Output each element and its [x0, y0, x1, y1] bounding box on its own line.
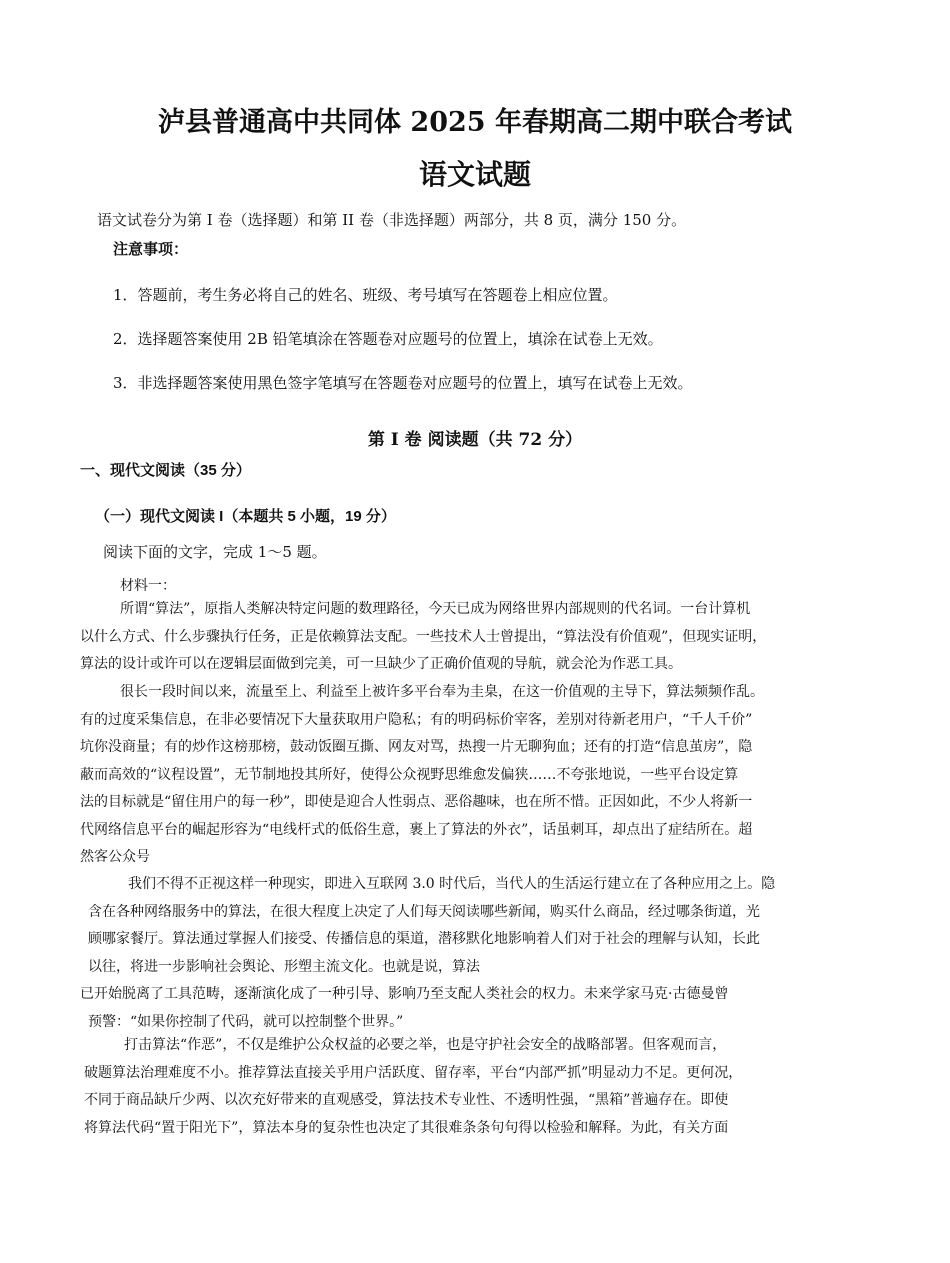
subsection-title: （一）现代文阅读 I（本题共 5 小题，19 分）: [95, 508, 396, 525]
text-line: 然客公众号: [80, 849, 150, 865]
text-line: 不同于商品缺斤少两、以次充好带来的直观感受，算法技术专业性、不透明性强，“黑箱”普遍存在。即使: [84, 1092, 729, 1108]
text-line: 很长一段时间以来，流量至上、利益至上被许多平台奉为圭臬，在这一价值观的主导下，算法频频作乱。: [120, 684, 764, 700]
text-line: 算法的设计或许可以在逻辑层面做到完美，可一旦缺少了正确价值观的导航，就会沦为作恶工具。: [80, 656, 682, 672]
text-line: 顾哪家餐厅。算法通过掌握人们接受、传播信息的渠道，潜移默化地影响着人们对于社会的理解与认知，长此: [88, 931, 760, 947]
paragraph-1: [80, 596, 870, 679]
section-title: 一、现代文阅读（35 分）: [80, 462, 251, 479]
text-line: 法的目标就是“留住用户的每一秒”，即使是迎合人性弱点、恶俗趣味，也在所不惜。正因如此，不少人将新一: [80, 794, 753, 810]
text-line: 坑你没商量；有的炒作这榜那榜，鼓动饭圈互撕、网友对骂，热搜一片无聊狗血；还有的打造“信息茧房”，隐: [80, 739, 753, 755]
text-line: 蔽而高效的“议程设置”，无节制地投其所好，使得公众视野思维愈发偏狭……不夸张地说，一些平台设定算: [80, 766, 739, 783]
text-line: 打击算法“作恶”，不仅是维护公众权益的必要之举，也是守护社会安全的战略部署。但客观而言，: [124, 1037, 727, 1053]
exam-title: 泸县普通高中共同体 2025 年春期高二期中联合考试: [158, 107, 792, 138]
text-line: 破题算法治理难度不小。推荐算法直接关乎用户活跃度、留存率，平台“内部严抓”明显动力不足。更何况，: [84, 1064, 743, 1081]
text-line: 已开始脱离了工具范畴，逐渐演化成了一种引导、影响乃至支配人类社会的权力。未来学家马克·古德曼曾: [80, 986, 729, 1002]
text-line: 以往，将进一步影响社会舆论、形塑主流文化。也就是说，算法: [88, 958, 480, 975]
text-line: 有的过度采集信息，在非必要情况下大量获取用户隐私；有的明码标价宰客，差别对待新老用户，“千人千价”: [80, 711, 753, 728]
reading-instruction: 阅读下面的文字，完成 1～5 题。: [103, 543, 327, 561]
text-line: 将算法代码“置于阳光下”，算法本身的复杂性也决定了其很难条条句句得以检验和解释。为此，有关方面: [84, 1119, 729, 1136]
paragraph-2: [80, 679, 870, 872]
notice-rule: 2．选择题答案使用 2B 铅笔填涂在答题卷对应题号的位置上，填涂在试卷上无效。: [113, 330, 663, 348]
notice-rule: 1．答题前，考生务必将自己的姓名、班级、考号填写在答题卷上相应位置。: [113, 286, 618, 304]
text-line: 预警：“如果你控制了代码，就可以控制整个世界。”: [88, 1013, 404, 1030]
text-line: 代网络信息平台的崛起形容为“电线杆式的低俗生意，裹上了算法的外衣”，话虽刺耳，却点出了症结所在。超: [80, 821, 753, 838]
part-title: 第 I 卷 阅读题（共 72 分）: [367, 430, 583, 450]
subject-title: 语文试题: [418, 158, 531, 191]
notice-heading: 注意事项：: [113, 241, 189, 258]
notice-rule: 3．非选择题答案使用黑色签字笔填写在答题卷对应题号的位置上，填写在试卷上无效。: [113, 374, 693, 392]
paragraph-4: [84, 1032, 870, 1142]
text-line: 以什么方式、什么步骤执行任务，正是依赖算法支配。一些技术人士曾提出，“算法没有价值观”，但现实证明，: [80, 628, 767, 645]
text-line: 所谓“算法”，原指人类解决特定问题的数理路径，今天已成为网络世界内部规则的代名词。一台计算机: [120, 601, 751, 617]
material-label: 材料一：: [120, 578, 176, 594]
text-line: 我们不得不正视这样一种现实，即进入互联网 3.0 时代后，当代人的生活运行建立在了各种应用之上。隐: [128, 876, 776, 892]
text-line: 含在各种网络服务中的算法，在很大程度上决定了人们每天阅读哪些新闻，购买什么商品，经过哪条街道，光: [88, 903, 760, 920]
paragraph-3: [80, 871, 870, 1036]
paper-intro: 语文试卷分为第 I 卷（选择题）和第 II 卷（非选择题）两部分，共 8 页，满分 150 分。: [97, 211, 687, 229]
